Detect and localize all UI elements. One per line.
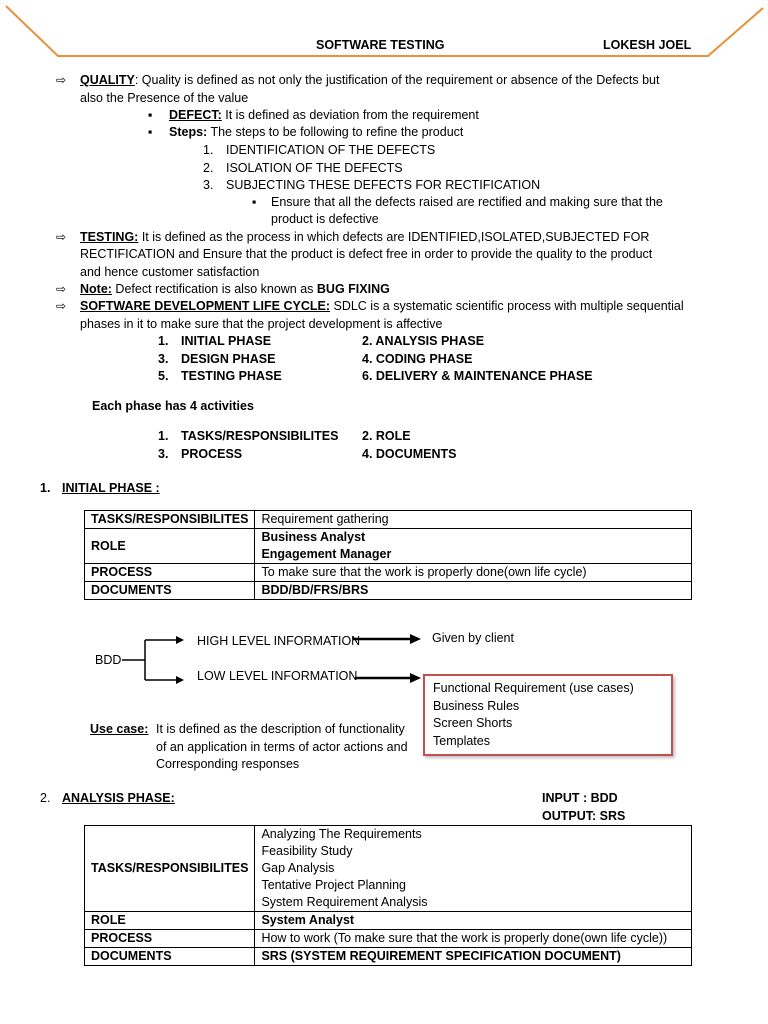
- table-key: DOCUMENTS: [85, 582, 255, 600]
- table-row: [85, 529, 692, 564]
- table-key: PROCESS: [85, 564, 255, 582]
- table-value: BDD/BD/FRS/BRS: [255, 582, 692, 600]
- steps-line: [169, 124, 463, 141]
- arrow-bullet-icon: ⇨: [56, 73, 67, 87]
- testing-line-1: [80, 229, 649, 246]
- box-item: Functional Requirement (use cases): [433, 681, 634, 695]
- table-row: [85, 930, 692, 948]
- use-case-line: Corresponding responses: [156, 757, 300, 771]
- phase-item: DESIGN PHASE: [181, 352, 276, 366]
- quality-line-1: [80, 72, 659, 89]
- square-bullet-icon: ▪: [252, 195, 257, 209]
- quality-term: QUALITY: [80, 73, 135, 87]
- section-number: 1.: [40, 481, 51, 495]
- step-number: 1.: [203, 143, 214, 157]
- given-by-client: Given by client: [432, 631, 514, 645]
- defect-text: It is defined as deviation from the requirement: [221, 108, 479, 122]
- ensure-line-2: product is defective: [271, 212, 379, 226]
- arrow-bullet-icon: ⇨: [56, 230, 67, 244]
- phase-number: 1.: [158, 334, 169, 348]
- use-case-line: of an application in terms of actor actions and: [156, 740, 408, 754]
- task-value: Gap Analysis: [261, 861, 335, 875]
- low-level-info: LOW LEVEL INFORMATION: [197, 669, 358, 683]
- quality-text: : Quality is defined as not only the justification of the requirement or absence of the Defects but: [134, 73, 660, 87]
- sdlc-text: SDLC is a systematic scientific process with multiple sequential: [330, 299, 684, 313]
- phase-item: INITIAL PHASE: [181, 334, 272, 348]
- table-row: [85, 564, 692, 582]
- table-value: To make sure that the work is properly done(own life cycle): [255, 564, 692, 582]
- table-key: ROLE: [85, 912, 255, 930]
- task-value: System Requirement Analysis: [261, 895, 428, 909]
- testing-line-3: and hence customer satisfaction: [80, 265, 260, 279]
- table-row: [85, 948, 692, 966]
- square-bullet-icon: ▪: [148, 125, 153, 139]
- table-row: [85, 912, 692, 930]
- bdd-label: BDD: [95, 653, 122, 667]
- analysis-phase-title: ANALYSIS PHASE:: [62, 791, 175, 805]
- step-item: IDENTIFICATION OF THE DEFECTS: [226, 143, 436, 157]
- analysis-phase-table: [84, 825, 692, 966]
- input-label: INPUT : BDD: [542, 791, 618, 805]
- activity-item: 4. DOCUMENTS: [362, 447, 457, 461]
- box-item: Screen Shorts: [433, 716, 513, 730]
- steps-term: Steps:: [169, 125, 208, 139]
- table-key: DOCUMENTS: [85, 948, 255, 966]
- testing-line-2: RECTIFICATION and Ensure that the product is defect free in order to provide the quality to the product: [80, 247, 653, 261]
- testing-text: It is defined as the process in which defects are IDENTIFIED,ISOLATED,SUBJECTED FOR: [138, 230, 650, 244]
- box-item: Business Rules: [433, 698, 520, 713]
- activity-number: 3.: [158, 447, 169, 461]
- section-number: 2.: [40, 791, 51, 805]
- ensure-line-1: Ensure that all the defects raised are rectified and making sure that the: [271, 195, 663, 209]
- table-row: [85, 511, 692, 529]
- table-key: PROCESS: [85, 930, 255, 948]
- sdlc-line-1: [80, 298, 684, 315]
- arrow-bullet-icon: ⇨: [56, 282, 67, 296]
- task-value: Feasibility Study: [261, 844, 353, 858]
- table-value: SRS (SYSTEM REQUIREMENT SPECIFICATION DOCUMENT): [255, 948, 692, 966]
- phase-item: 6. DELIVERY & MAINTENANCE PHASE: [362, 369, 593, 383]
- arrow-bullet-icon: ⇨: [56, 299, 67, 313]
- sdlc-line-2: phases in it to make sure that the project development is affective: [80, 317, 443, 331]
- task-value: Tentative Project Planning: [261, 878, 406, 892]
- table-value: How to work (To make sure that the work is properly done(own life cycle)): [255, 930, 692, 948]
- low-level-box: [423, 674, 673, 756]
- sdlc-term: SOFTWARE DEVELOPMENT LIFE CYCLE:: [80, 299, 331, 313]
- step-item: SUBJECTING THESE DEFECTS FOR RECTIFICATION: [226, 178, 541, 192]
- defect-term: DEFECT:: [169, 108, 222, 122]
- phase-item: 2. ANALYSIS PHASE: [362, 334, 485, 348]
- header-author: LOKESH JOEL: [603, 38, 692, 52]
- activities-intro: Each phase has 4 activities: [92, 399, 254, 413]
- task-value: Analyzing The Requirements: [261, 827, 422, 841]
- header-border: [0, 0, 768, 70]
- phase-item: 4. CODING PHASE: [362, 352, 473, 366]
- defect-line: [169, 107, 479, 124]
- steps-text: The steps to be following to refine the product: [207, 125, 464, 139]
- high-level-info: HIGH LEVEL INFORMATION: [197, 634, 361, 648]
- output-label: OUTPUT: SRS: [542, 809, 626, 823]
- testing-term: TESTING:: [80, 230, 139, 244]
- activity-item: 2. ROLE: [362, 429, 411, 443]
- use-case-line: It is defined as the description of functionality: [156, 722, 405, 736]
- note-bold: BUG FIXING: [316, 282, 390, 296]
- phase-item: TESTING PHASE: [181, 369, 282, 383]
- step-number: 2.: [203, 161, 214, 175]
- note-term: Note:: [80, 282, 112, 296]
- step-number: 3.: [203, 178, 214, 192]
- table-value: [255, 529, 692, 564]
- activity-item: PROCESS: [181, 447, 243, 461]
- use-case-term: Use case:: [90, 722, 149, 736]
- note-line: [80, 281, 390, 298]
- step-item: ISOLATION OF THE DEFECTS: [226, 161, 403, 175]
- table-row: [85, 582, 692, 600]
- table-row: [85, 826, 692, 912]
- square-bullet-icon: ▪: [148, 108, 153, 122]
- header-title: SOFTWARE TESTING: [316, 38, 445, 52]
- phase-number: 3.: [158, 352, 169, 366]
- note-text: Defect rectification is also known as: [111, 282, 317, 296]
- initial-phase-title: INITIAL PHASE :: [62, 481, 160, 495]
- table-key: ROLE: [85, 529, 255, 564]
- table-value: Requirement gathering: [255, 511, 692, 529]
- table-value: System Analyst: [255, 912, 692, 930]
- role-value: Business Analyst: [261, 530, 366, 544]
- table-key: TASKS/RESPONSIBILITES: [85, 826, 255, 912]
- phase-number: 5.: [158, 369, 169, 383]
- activity-item: TASKS/RESPONSIBILITES: [181, 429, 339, 443]
- role-value: Engagement Manager: [261, 547, 392, 561]
- quality-line-2: also the Presence of the value: [80, 91, 249, 105]
- table-value: [255, 826, 692, 912]
- initial-phase-table: [84, 510, 692, 600]
- box-item: Templates: [433, 733, 490, 748]
- activity-number: 1.: [158, 429, 169, 443]
- table-key: TASKS/RESPONSIBILITES: [85, 511, 255, 529]
